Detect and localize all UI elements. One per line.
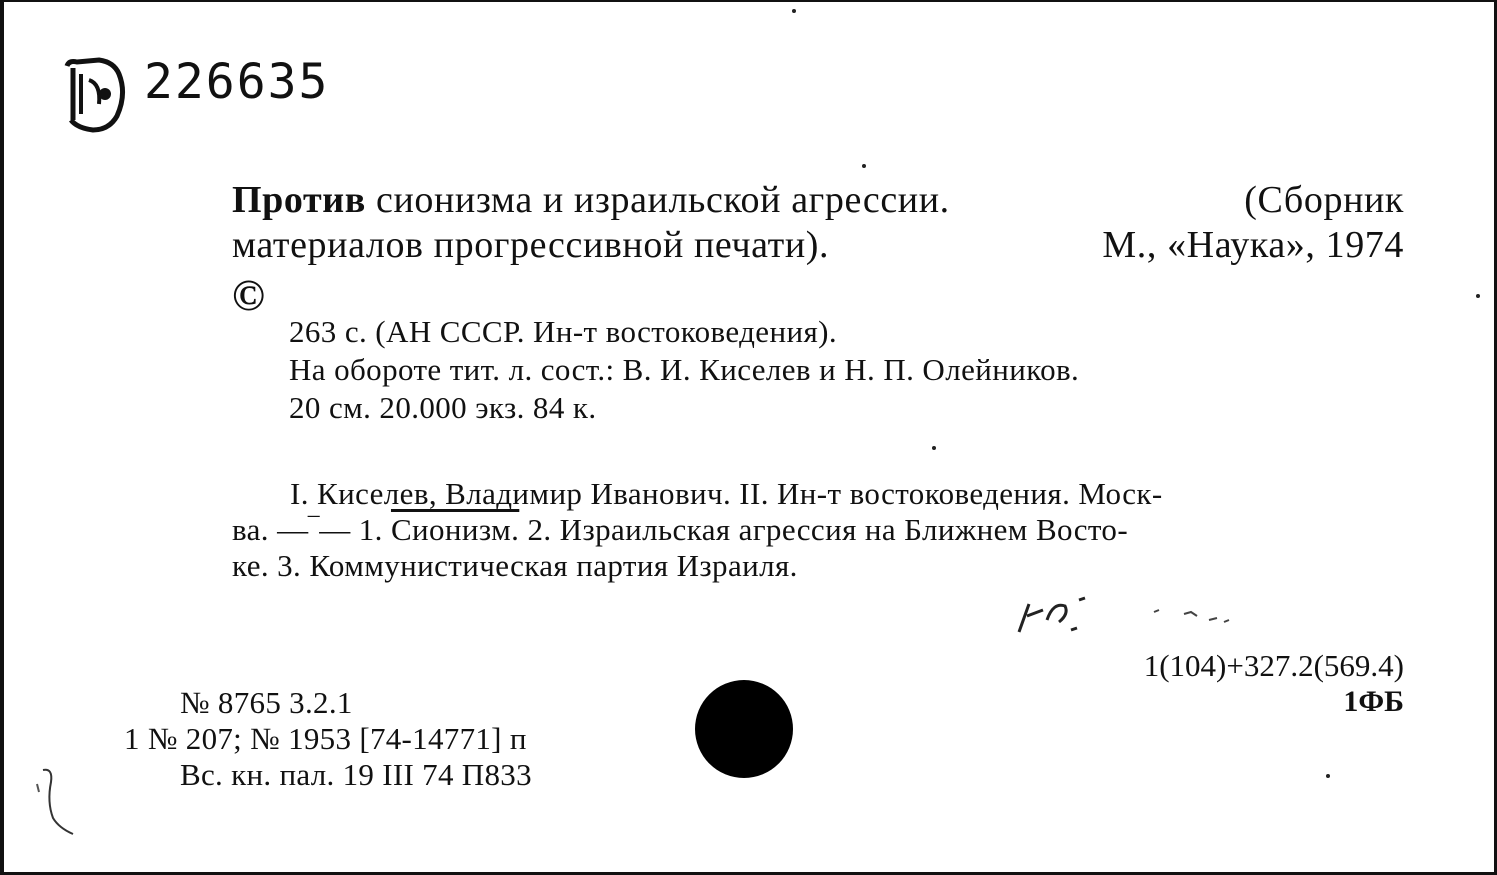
subject-fragment: 2. Израильская агрессия на Ближнем Восто-: [527, 512, 1129, 547]
description-line: На обороте тит. л. сост.: В. И. Киселев и Н. П. Олейников.: [289, 352, 1080, 387]
title-subtitle: материалов прогрессивной печати).: [232, 224, 830, 266]
record-numbers: [124, 685, 532, 793]
copyright-symbol: ©: [232, 271, 265, 320]
subject-headings: [232, 476, 1404, 584]
subject-line: I. Киселев, Владимир Иванович. II. Ин-т востоковедения. Моск-: [290, 476, 1163, 511]
inventory-number: 226635: [144, 54, 330, 110]
speck: [862, 164, 866, 168]
physical-description: [289, 313, 1389, 427]
handwritten-mark-icon: [1009, 592, 1239, 637]
speck: [1326, 774, 1330, 778]
subject-line: [232, 512, 1404, 548]
bibliographic-title: [232, 178, 1404, 268]
publication-info: М., «Наука», 1974: [1102, 224, 1404, 266]
speck: [1476, 294, 1480, 298]
library-stamp-icon: [59, 54, 129, 134]
pencil-mark-icon: [29, 762, 89, 842]
description-line: 20 см. 20.000 экз. 84 к.: [289, 390, 597, 425]
subject-fragment: Сионизм.: [390, 512, 520, 547]
subject-line: ке. 3. Коммунистическая партия Израиля.: [232, 548, 798, 583]
classification: [1044, 648, 1404, 720]
title-lead-word: Против: [232, 179, 366, 221]
title-text: сионизма и израильской агрессии.: [375, 179, 950, 221]
punch-hole: [695, 680, 793, 778]
speck: [792, 9, 796, 13]
classification-code: 1(104)+327.2(569.4): [1143, 648, 1404, 683]
record-line: Вс. кн. пал. 19 III 74 П833: [180, 757, 532, 792]
record-line: № 8765 3.2.1: [180, 685, 353, 720]
title-text-end: (Сборник: [1244, 179, 1404, 221]
speck: [932, 446, 936, 450]
title-line-1: [232, 178, 1404, 223]
record-line: 1 № 207; № 1953 [74-14771] п: [124, 721, 527, 756]
title-line-2: [232, 223, 1404, 268]
description-line: 263 с. (АН СССР. Ин-т востоковедения).: [289, 314, 837, 349]
subject-fragment: ва. —‾— 1.: [232, 512, 383, 547]
fund-code: 1ФБ: [1343, 685, 1404, 718]
